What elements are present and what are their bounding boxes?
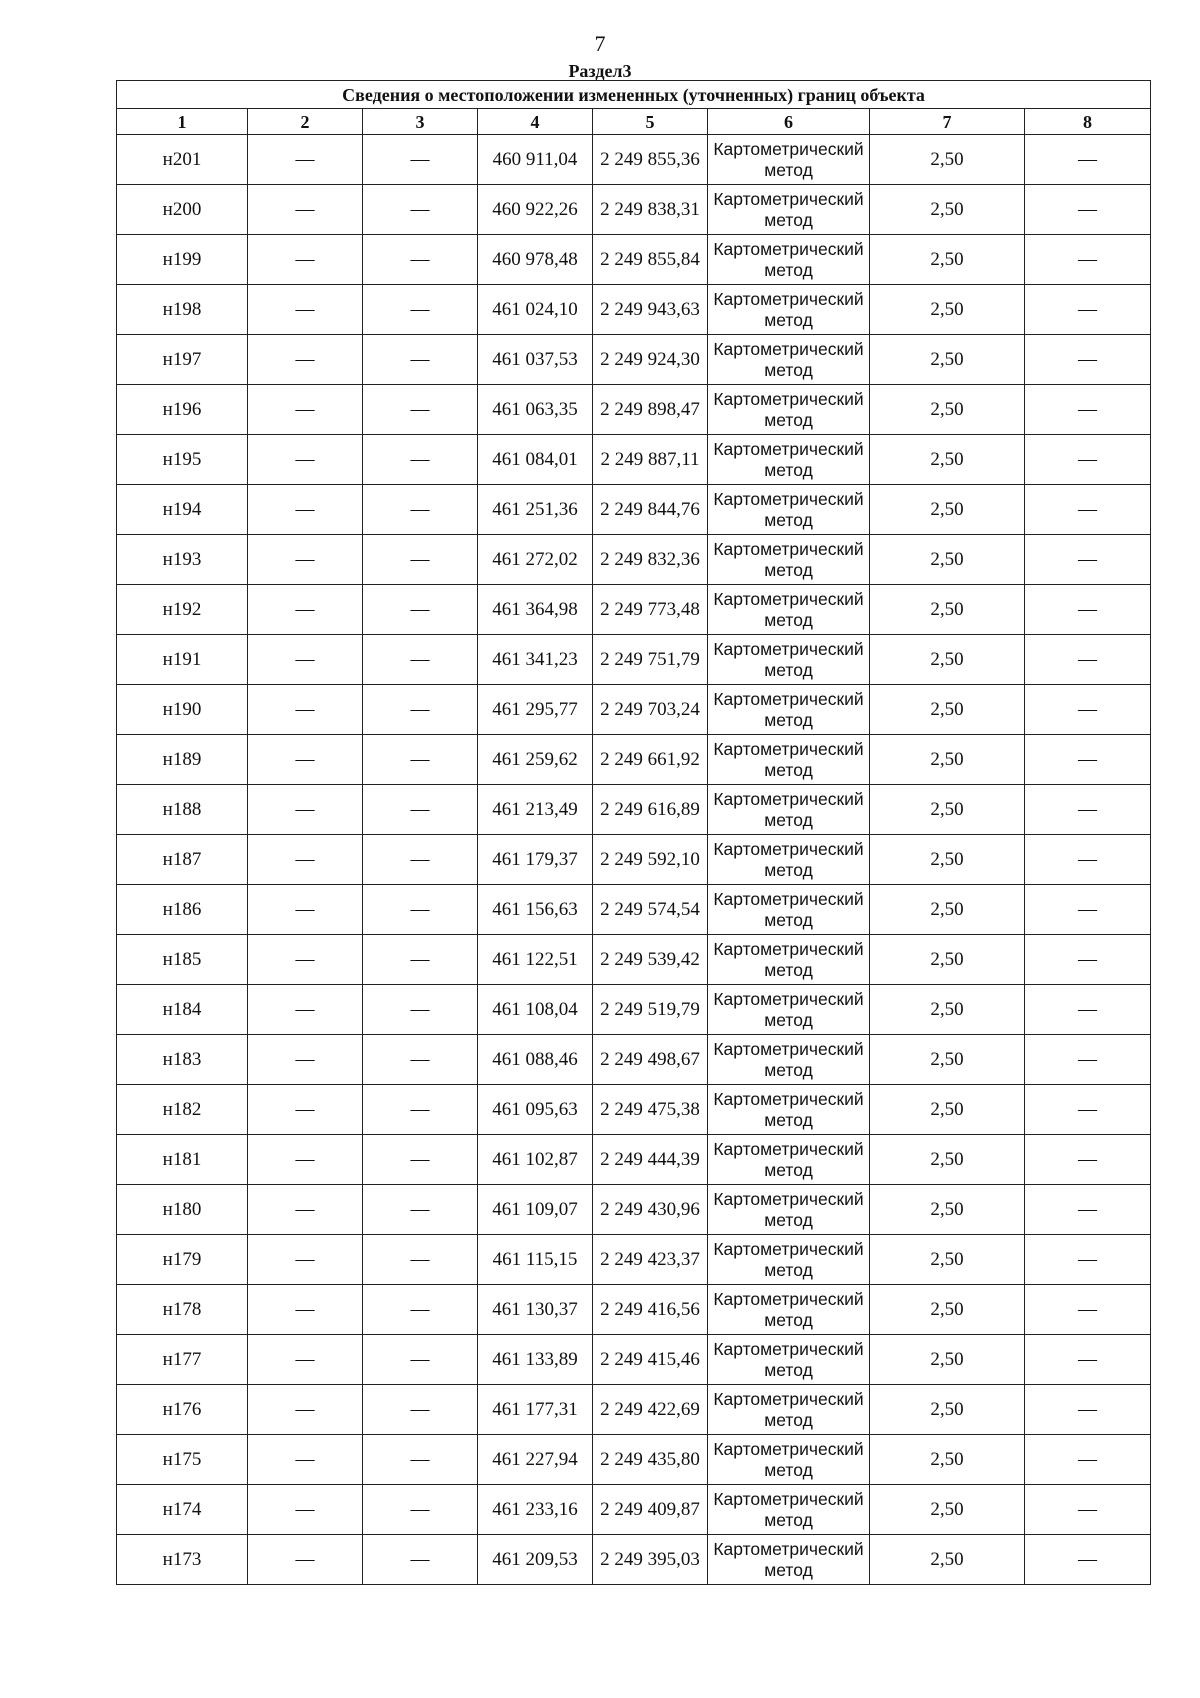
method-cell: Картометрический метод	[708, 385, 870, 435]
accuracy-cell: 2,50	[870, 485, 1025, 535]
empty-value-cell: —	[248, 135, 363, 185]
y-coordinate-cell: 2 249 430,96	[593, 1185, 708, 1235]
y-coordinate-cell: 2 249 855,36	[593, 135, 708, 185]
empty-value-cell: —	[363, 235, 478, 285]
table-row	[117, 935, 1151, 985]
accuracy-cell: 2,50	[870, 835, 1025, 885]
y-coordinate-cell: 2 249 498,67	[593, 1035, 708, 1085]
table-row	[117, 185, 1151, 235]
table-row	[117, 435, 1151, 485]
y-coordinate-cell: 2 249 592,10	[593, 835, 708, 885]
method-cell: Картометрический метод	[708, 1185, 870, 1235]
method-cell: Картометрический метод	[708, 485, 870, 535]
empty-value-cell: —	[363, 285, 478, 335]
column-number: 5	[593, 109, 708, 135]
table-row	[117, 1335, 1151, 1385]
empty-value-cell: —	[363, 135, 478, 185]
point-name-cell: н191	[117, 635, 248, 685]
empty-value-cell: —	[248, 935, 363, 985]
x-coordinate-cell: 461 295,77	[478, 685, 593, 735]
empty-value-cell: —	[1025, 335, 1151, 385]
y-coordinate-cell: 2 249 832,36	[593, 535, 708, 585]
y-coordinate-cell: 2 249 519,79	[593, 985, 708, 1035]
point-name-cell: н176	[117, 1385, 248, 1435]
empty-value-cell: —	[1025, 185, 1151, 235]
point-name-cell: н194	[117, 485, 248, 535]
table-row	[117, 1135, 1151, 1185]
empty-value-cell: —	[363, 985, 478, 1035]
accuracy-cell: 2,50	[870, 1235, 1025, 1285]
empty-value-cell: —	[363, 1235, 478, 1285]
table-row	[117, 1085, 1151, 1135]
x-coordinate-cell: 461 341,23	[478, 635, 593, 685]
x-coordinate-cell: 461 177,31	[478, 1385, 593, 1435]
method-cell: Картометрический метод	[708, 785, 870, 835]
empty-value-cell: —	[363, 885, 478, 935]
x-coordinate-cell: 461 179,37	[478, 835, 593, 885]
point-name-cell: н197	[117, 335, 248, 385]
x-coordinate-cell: 461 156,63	[478, 885, 593, 935]
table-row	[117, 1385, 1151, 1435]
empty-value-cell: —	[363, 585, 478, 635]
accuracy-cell: 2,50	[870, 1185, 1025, 1235]
empty-value-cell: —	[248, 435, 363, 485]
empty-value-cell: —	[1025, 1385, 1151, 1435]
x-coordinate-cell: 461 095,63	[478, 1085, 593, 1135]
empty-value-cell: —	[1025, 735, 1151, 785]
empty-value-cell: —	[363, 1335, 478, 1385]
point-name-cell: н186	[117, 885, 248, 935]
column-number: 4	[478, 109, 593, 135]
empty-value-cell: —	[248, 1235, 363, 1285]
empty-value-cell: —	[1025, 1235, 1151, 1285]
x-coordinate-cell: 461 133,89	[478, 1335, 593, 1385]
point-name-cell: н192	[117, 585, 248, 635]
section-title: Раздел3	[568, 61, 632, 81]
table-body	[117, 135, 1151, 1585]
point-name-cell: н173	[117, 1535, 248, 1585]
accuracy-cell: 2,50	[870, 735, 1025, 785]
point-name-cell: н190	[117, 685, 248, 735]
empty-value-cell: —	[363, 1385, 478, 1435]
y-coordinate-cell: 2 249 773,48	[593, 585, 708, 635]
accuracy-cell: 2,50	[870, 1485, 1025, 1535]
empty-value-cell: —	[363, 835, 478, 885]
x-coordinate-cell: 461 115,15	[478, 1235, 593, 1285]
table-row	[117, 285, 1151, 335]
method-cell: Картометрический метод	[708, 685, 870, 735]
empty-value-cell: —	[363, 335, 478, 385]
accuracy-cell: 2,50	[870, 185, 1025, 235]
point-name-cell: н199	[117, 235, 248, 285]
table-row	[117, 1485, 1151, 1535]
empty-value-cell: —	[1025, 935, 1151, 985]
method-cell: Картометрический метод	[708, 1285, 870, 1335]
empty-value-cell: —	[248, 285, 363, 335]
empty-value-cell: —	[363, 1035, 478, 1085]
x-coordinate-cell: 461 272,02	[478, 535, 593, 585]
accuracy-cell: 2,50	[870, 1285, 1025, 1335]
y-coordinate-cell: 2 249 838,31	[593, 185, 708, 235]
method-cell: Картометрический метод	[708, 1085, 870, 1135]
empty-value-cell: —	[248, 1535, 363, 1585]
table-row	[117, 735, 1151, 785]
accuracy-cell: 2,50	[870, 885, 1025, 935]
empty-value-cell: —	[363, 1135, 478, 1185]
empty-value-cell: —	[363, 735, 478, 785]
x-coordinate-cell: 461 063,35	[478, 385, 593, 435]
column-number: 3	[363, 109, 478, 135]
method-cell: Картометрический метод	[708, 1235, 870, 1285]
accuracy-cell: 2,50	[870, 985, 1025, 1035]
x-coordinate-cell: 461 109,07	[478, 1185, 593, 1235]
empty-value-cell: —	[1025, 535, 1151, 585]
table-caption-row	[117, 81, 1151, 109]
point-name-cell: н201	[117, 135, 248, 185]
empty-value-cell: —	[1025, 885, 1151, 935]
empty-value-cell: —	[363, 185, 478, 235]
method-cell: Картометрический метод	[708, 235, 870, 285]
accuracy-cell: 2,50	[870, 1335, 1025, 1385]
empty-value-cell: —	[248, 585, 363, 635]
empty-value-cell: —	[363, 535, 478, 585]
point-name-cell: н187	[117, 835, 248, 885]
x-coordinate-cell: 461 209,53	[478, 1535, 593, 1585]
empty-value-cell: —	[248, 785, 363, 835]
empty-value-cell: —	[1025, 235, 1151, 285]
column-number: 7	[870, 109, 1025, 135]
method-cell: Картометрический метод	[708, 935, 870, 985]
table-caption: Сведения о местоположении измененных (уточненных) границ объекта	[117, 81, 1151, 109]
y-coordinate-cell: 2 249 661,92	[593, 735, 708, 785]
empty-value-cell: —	[248, 485, 363, 535]
empty-value-cell: —	[363, 1085, 478, 1135]
column-number: 2	[248, 109, 363, 135]
point-name-cell: н179	[117, 1235, 248, 1285]
point-name-cell: н188	[117, 785, 248, 835]
method-cell: Картометрический метод	[708, 1435, 870, 1485]
column-number: 6	[708, 109, 870, 135]
x-coordinate-cell: 461 251,36	[478, 485, 593, 535]
empty-value-cell: —	[1025, 1085, 1151, 1135]
y-coordinate-cell: 2 249 444,39	[593, 1135, 708, 1185]
x-coordinate-cell: 461 102,87	[478, 1135, 593, 1185]
accuracy-cell: 2,50	[870, 535, 1025, 585]
accuracy-cell: 2,50	[870, 1385, 1025, 1435]
method-cell: Картометрический метод	[708, 1335, 870, 1385]
point-name-cell: н198	[117, 285, 248, 335]
x-coordinate-cell: 461 227,94	[478, 1435, 593, 1485]
x-coordinate-cell: 461 259,62	[478, 735, 593, 785]
point-name-cell: н183	[117, 1035, 248, 1085]
empty-value-cell: —	[1025, 1485, 1151, 1535]
table-row	[117, 635, 1151, 685]
point-name-cell: н185	[117, 935, 248, 985]
empty-value-cell: —	[363, 935, 478, 985]
table-row	[117, 785, 1151, 835]
accuracy-cell: 2,50	[870, 385, 1025, 435]
empty-value-cell: —	[1025, 1035, 1151, 1085]
point-name-cell: н193	[117, 535, 248, 585]
empty-value-cell: —	[1025, 635, 1151, 685]
empty-value-cell: —	[248, 1185, 363, 1235]
empty-value-cell: —	[363, 1485, 478, 1535]
table-row	[117, 585, 1151, 635]
method-cell: Картометрический метод	[708, 435, 870, 485]
method-cell: Картометрический метод	[708, 1535, 870, 1585]
empty-value-cell: —	[248, 1335, 363, 1385]
point-name-cell: н181	[117, 1135, 248, 1185]
y-coordinate-cell: 2 249 855,84	[593, 235, 708, 285]
method-cell: Картометрический метод	[708, 185, 870, 235]
accuracy-cell: 2,50	[870, 135, 1025, 185]
empty-value-cell: —	[248, 635, 363, 685]
x-coordinate-cell: 460 978,48	[478, 235, 593, 285]
x-coordinate-cell: 460 911,04	[478, 135, 593, 185]
empty-value-cell: —	[248, 735, 363, 785]
empty-value-cell: —	[1025, 1185, 1151, 1235]
table-row	[117, 1535, 1151, 1585]
method-cell: Картометрический метод	[708, 1035, 870, 1085]
empty-value-cell: —	[1025, 1435, 1151, 1485]
y-coordinate-cell: 2 249 887,11	[593, 435, 708, 485]
accuracy-cell: 2,50	[870, 285, 1025, 335]
y-coordinate-cell: 2 249 898,47	[593, 385, 708, 435]
empty-value-cell: —	[363, 435, 478, 485]
empty-value-cell: —	[363, 485, 478, 535]
table-row	[117, 685, 1151, 735]
accuracy-cell: 2,50	[870, 1035, 1025, 1085]
empty-value-cell: —	[1025, 1135, 1151, 1185]
empty-value-cell: —	[1025, 985, 1151, 1035]
y-coordinate-cell: 2 249 751,79	[593, 635, 708, 685]
y-coordinate-cell: 2 249 395,03	[593, 1535, 708, 1585]
table-row	[117, 485, 1151, 535]
point-name-cell: н177	[117, 1335, 248, 1385]
point-name-cell: н175	[117, 1435, 248, 1485]
accuracy-cell: 2,50	[870, 935, 1025, 985]
point-name-cell: н184	[117, 985, 248, 1035]
x-coordinate-cell: 461 122,51	[478, 935, 593, 985]
empty-value-cell: —	[363, 685, 478, 735]
table-row	[117, 835, 1151, 885]
accuracy-cell: 2,50	[870, 585, 1025, 635]
empty-value-cell: —	[248, 1485, 363, 1535]
empty-value-cell: —	[248, 235, 363, 285]
empty-value-cell: —	[248, 1035, 363, 1085]
accuracy-cell: 2,50	[870, 335, 1025, 385]
empty-value-cell: —	[248, 185, 363, 235]
x-coordinate-cell: 460 922,26	[478, 185, 593, 235]
accuracy-cell: 2,50	[870, 1085, 1025, 1135]
empty-value-cell: —	[1025, 585, 1151, 635]
table-row	[117, 135, 1151, 185]
x-coordinate-cell: 461 084,01	[478, 435, 593, 485]
accuracy-cell: 2,50	[870, 235, 1025, 285]
y-coordinate-cell: 2 249 844,76	[593, 485, 708, 535]
empty-value-cell: —	[1025, 135, 1151, 185]
y-coordinate-cell: 2 249 616,89	[593, 785, 708, 835]
table-row	[117, 535, 1151, 585]
empty-value-cell: —	[248, 1085, 363, 1135]
method-cell: Картометрический метод	[708, 335, 870, 385]
empty-value-cell: —	[363, 635, 478, 685]
empty-value-cell: —	[1025, 835, 1151, 885]
empty-value-cell: —	[248, 985, 363, 1035]
method-cell: Картометрический метод	[708, 635, 870, 685]
empty-value-cell: —	[248, 535, 363, 585]
x-coordinate-cell: 461 024,10	[478, 285, 593, 335]
y-coordinate-cell: 2 249 703,24	[593, 685, 708, 735]
method-cell: Картометрический метод	[708, 985, 870, 1035]
point-name-cell: н182	[117, 1085, 248, 1135]
y-coordinate-cell: 2 249 422,69	[593, 1385, 708, 1435]
table-row	[117, 1285, 1151, 1335]
table-row	[117, 1185, 1151, 1235]
point-name-cell: н189	[117, 735, 248, 785]
accuracy-cell: 2,50	[870, 1535, 1025, 1585]
table-row	[117, 385, 1151, 435]
point-name-cell: н174	[117, 1485, 248, 1535]
empty-value-cell: —	[363, 785, 478, 835]
accuracy-cell: 2,50	[870, 685, 1025, 735]
empty-value-cell: —	[248, 385, 363, 435]
y-coordinate-cell: 2 249 416,56	[593, 1285, 708, 1335]
table-row	[117, 985, 1151, 1035]
point-name-cell: н200	[117, 185, 248, 235]
x-coordinate-cell: 461 108,04	[478, 985, 593, 1035]
accuracy-cell: 2,50	[870, 785, 1025, 835]
empty-value-cell: —	[1025, 685, 1151, 735]
method-cell: Картометрический метод	[708, 885, 870, 935]
accuracy-cell: 2,50	[870, 435, 1025, 485]
method-cell: Картометрический метод	[708, 1135, 870, 1185]
accuracy-cell: 2,50	[870, 1135, 1025, 1185]
empty-value-cell: —	[248, 1435, 363, 1485]
method-cell: Картометрический метод	[708, 585, 870, 635]
empty-value-cell: —	[363, 1185, 478, 1235]
accuracy-cell: 2,50	[870, 1435, 1025, 1485]
empty-value-cell: —	[248, 835, 363, 885]
method-cell: Картометрический метод	[708, 285, 870, 335]
empty-value-cell: —	[363, 1285, 478, 1335]
empty-value-cell: —	[248, 335, 363, 385]
empty-value-cell: —	[1025, 1535, 1151, 1585]
table-row	[117, 1035, 1151, 1085]
x-coordinate-cell: 461 037,53	[478, 335, 593, 385]
empty-value-cell: —	[1025, 1335, 1151, 1385]
empty-value-cell: —	[1025, 435, 1151, 485]
y-coordinate-cell: 2 249 943,63	[593, 285, 708, 335]
page-number: 7	[594, 31, 606, 56]
y-coordinate-cell: 2 249 924,30	[593, 335, 708, 385]
y-coordinate-cell: 2 249 423,37	[593, 1235, 708, 1285]
method-cell: Картометрический метод	[708, 1385, 870, 1435]
x-coordinate-cell: 461 088,46	[478, 1035, 593, 1085]
y-coordinate-cell: 2 249 539,42	[593, 935, 708, 985]
method-cell: Картометрический метод	[708, 135, 870, 185]
y-coordinate-cell: 2 249 415,46	[593, 1335, 708, 1385]
point-name-cell: н180	[117, 1185, 248, 1235]
method-cell: Картометрический метод	[708, 735, 870, 785]
x-coordinate-cell: 461 130,37	[478, 1285, 593, 1335]
empty-value-cell: —	[1025, 1285, 1151, 1335]
method-cell: Картометрический метод	[708, 535, 870, 585]
y-coordinate-cell: 2 249 409,87	[593, 1485, 708, 1535]
empty-value-cell: —	[1025, 385, 1151, 435]
empty-value-cell: —	[1025, 285, 1151, 335]
empty-value-cell: —	[363, 1535, 478, 1585]
method-cell: Картометрический метод	[708, 835, 870, 885]
empty-value-cell: —	[1025, 485, 1151, 535]
point-name-cell: н196	[117, 385, 248, 435]
y-coordinate-cell: 2 249 475,38	[593, 1085, 708, 1135]
empty-value-cell: —	[248, 1135, 363, 1185]
empty-value-cell: —	[248, 885, 363, 935]
table-row	[117, 335, 1151, 385]
empty-value-cell: —	[1025, 785, 1151, 835]
y-coordinate-cell: 2 249 435,80	[593, 1435, 708, 1485]
method-cell: Картометрический метод	[708, 1485, 870, 1535]
column-number: 8	[1025, 109, 1151, 135]
empty-value-cell: —	[363, 385, 478, 435]
empty-value-cell: —	[248, 1285, 363, 1335]
x-coordinate-cell: 461 364,98	[478, 585, 593, 635]
x-coordinate-cell: 461 233,16	[478, 1485, 593, 1535]
x-coordinate-cell: 461 213,49	[478, 785, 593, 835]
table-row	[117, 885, 1151, 935]
accuracy-cell: 2,50	[870, 635, 1025, 685]
y-coordinate-cell: 2 249 574,54	[593, 885, 708, 935]
table-row	[117, 1435, 1151, 1485]
table-row	[117, 1235, 1151, 1285]
column-number-row	[117, 109, 1151, 135]
column-number: 1	[117, 109, 248, 135]
empty-value-cell: —	[363, 1435, 478, 1485]
point-name-cell: н178	[117, 1285, 248, 1335]
point-name-cell: н195	[117, 435, 248, 485]
table-row	[117, 235, 1151, 285]
coordinates-table	[116, 80, 1151, 1585]
empty-value-cell: —	[248, 685, 363, 735]
empty-value-cell: —	[248, 1385, 363, 1435]
